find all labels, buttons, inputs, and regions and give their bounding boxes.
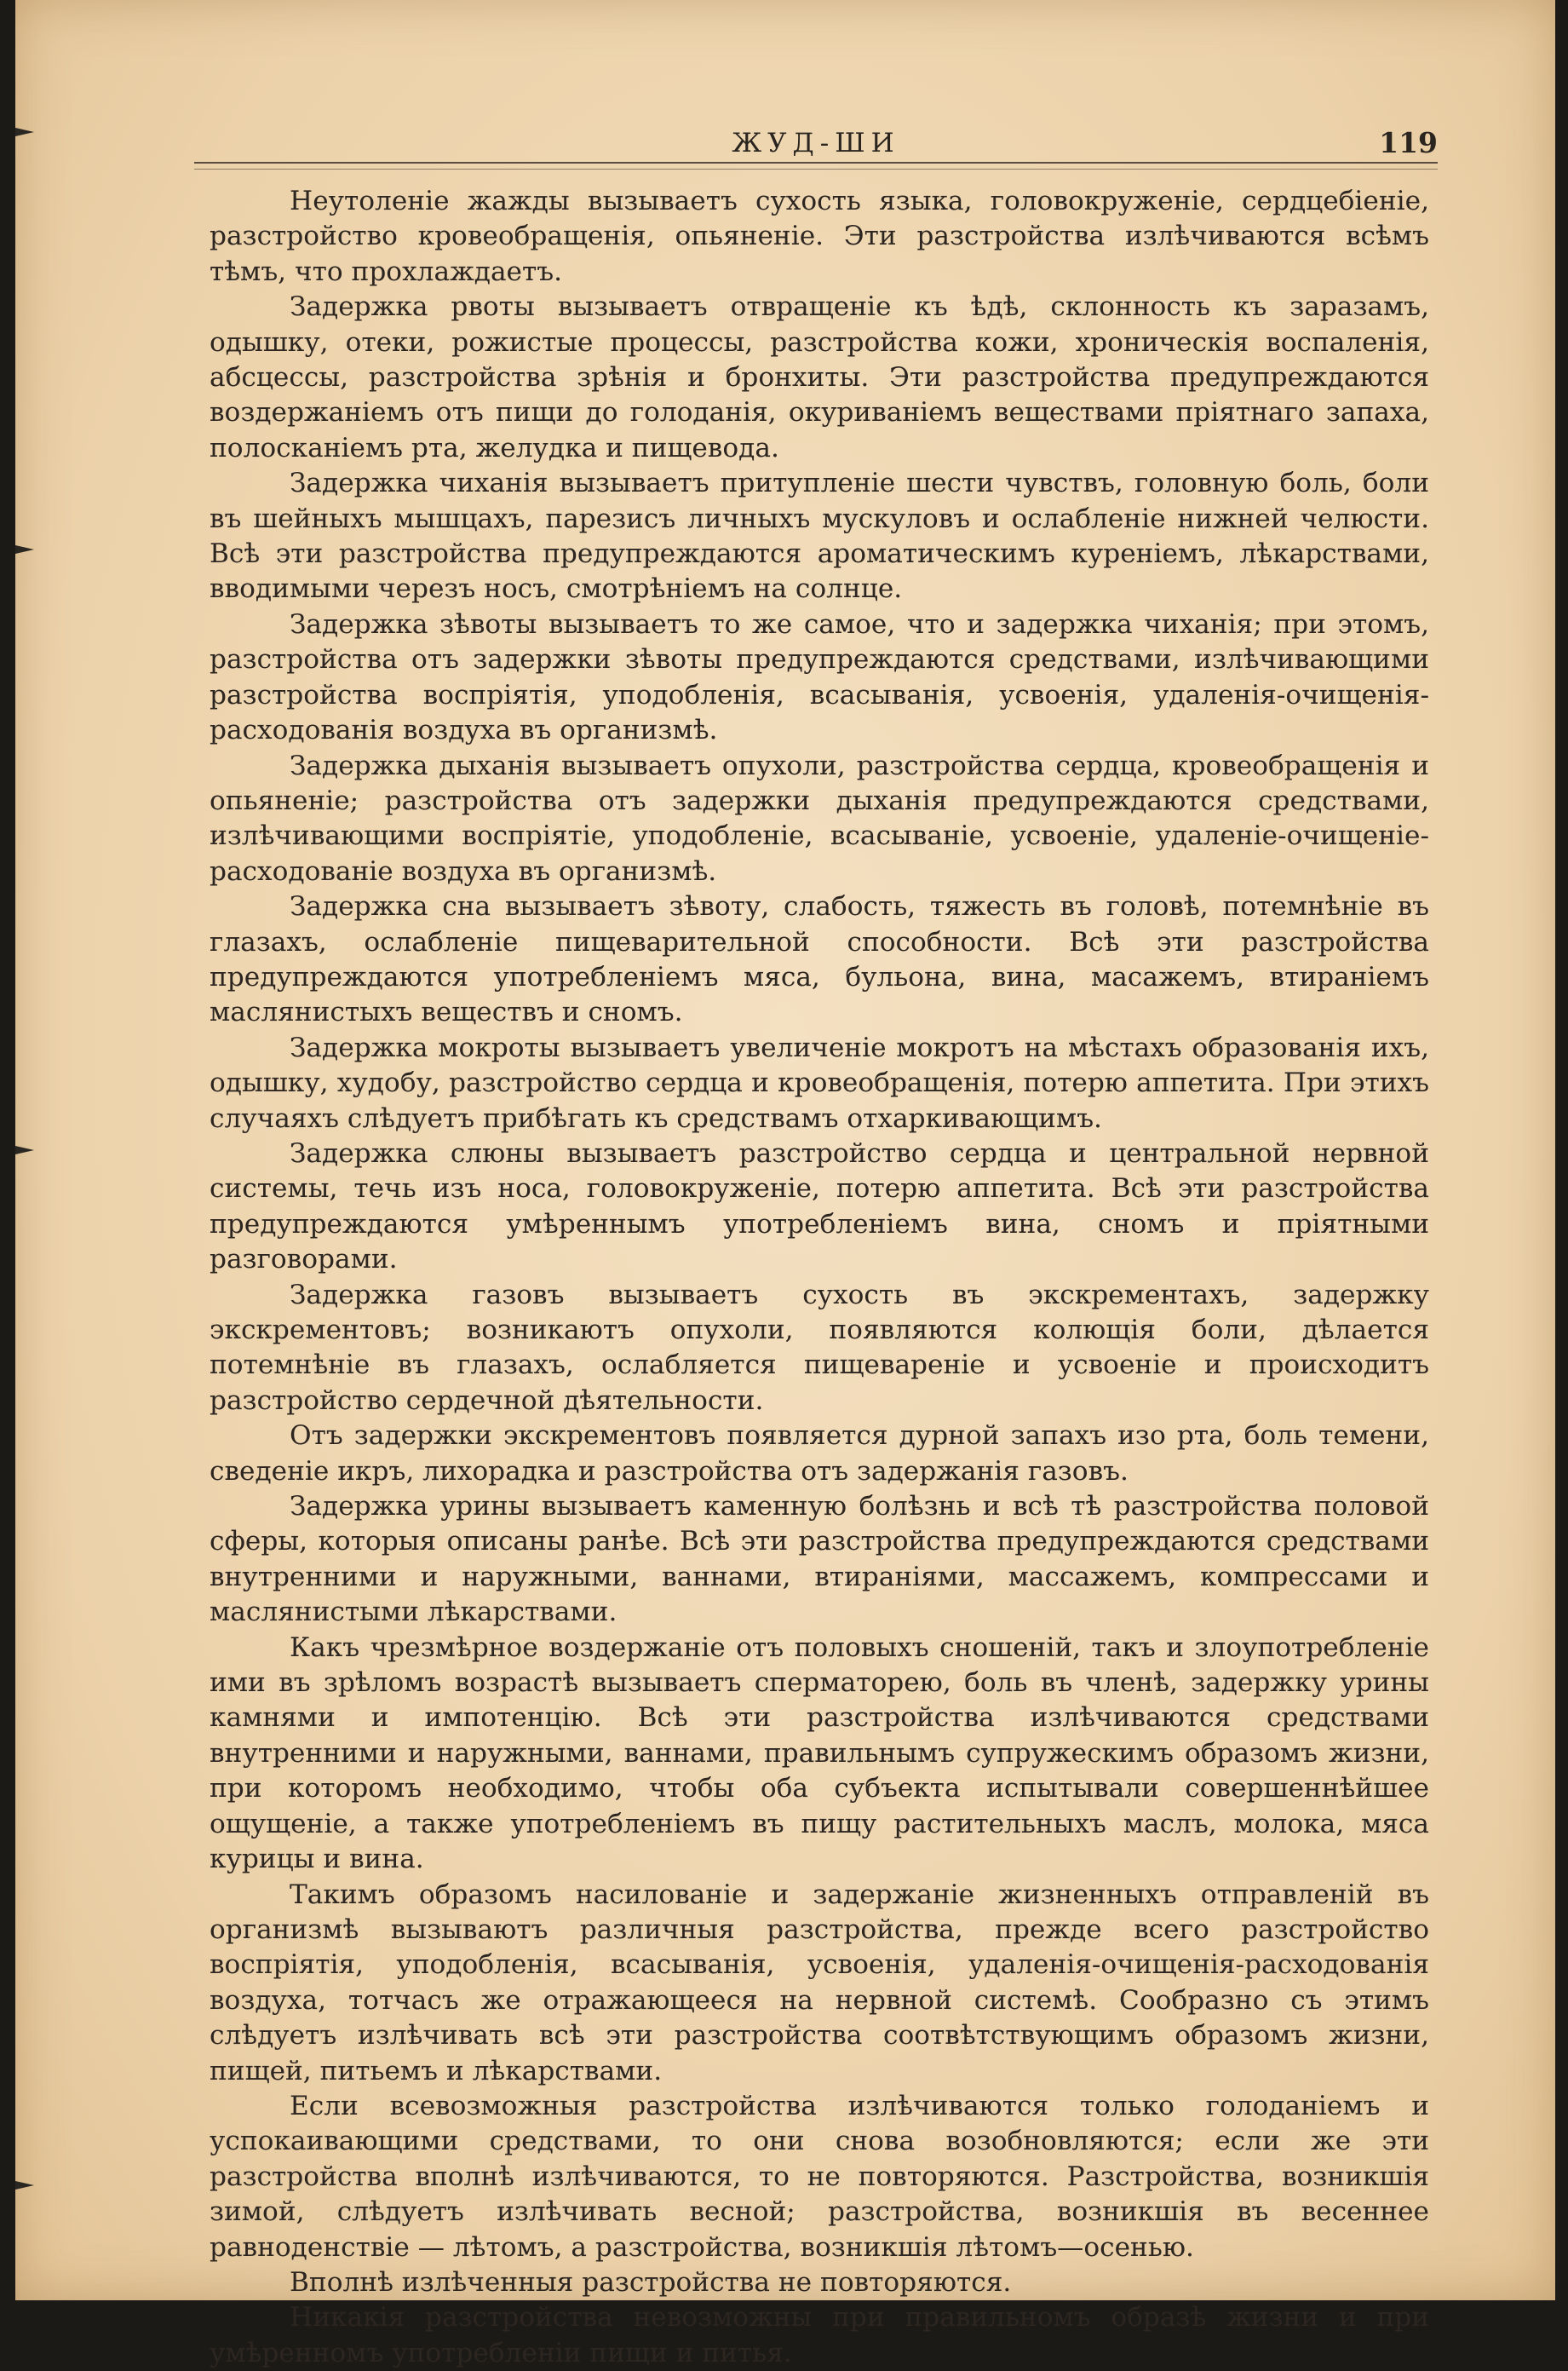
paragraph: Задержка урины вызываетъ каменную болѣзнь и всѣ тѣ разстройства половой сферы, которыя описаны ранѣе. Всѣ эти разстройства предупреждаются средствами внутренними и наружными, ваннами, втираніями, массажемъ, компрессами и маслянистыми лѣкарствами.	[210, 1491, 1429, 1628]
paragraph: Такимъ образомъ насилованіе и задержаніе жизненныхъ отправленій въ организмѣ вызываютъ различныя разстройства, прежде всего разстройство воспріятія, уподобленія, всасыванія, усвоенія, удаленія-очищенія-расходованія воздуха, тотчасъ же отражающееся на нервной системѣ. Сообразно съ этимъ слѣдуетъ излѣчивать всѣ эти разстройства соотвѣтствующимъ образомъ жизни, пищей, питьемъ и лѣкарствами.	[210, 1879, 1429, 2086]
paragraph: Отъ задержки экскрементовъ появляется дурной запахъ изо рта, боль темени, сведеніе икръ, лихорадка и разстройства отъ задержанія газовъ.	[210, 1420, 1429, 1487]
paragraph: Задержка слюны вызываетъ разстройство сердца и центральной нервной системы, течь изъ носа, головокруженіе, потерю аппетита. Всѣ эти разстройства предупреждаются умѣреннымъ употребленіемъ вина, сномъ и пріятными разговорами.	[210, 1137, 1429, 1275]
body-text	[210, 184, 1429, 2371]
margin-tab-mark	[15, 2181, 34, 2190]
book-page	[15, 0, 1555, 2368]
paragraph: Вполнѣ излѣченныя разстройства не повторяются.	[290, 2266, 1012, 2298]
margin-tab-mark	[15, 1146, 34, 1154]
paragraph: Если всевозможныя разстройства излѣчиваются только голоданіемъ и успокаивающими средствами, то они снова возобновляются; если же эти разстройства вполнѣ излѣчиваются, то не повторяются. Разстройства, возникшія зимой, слѣдуетъ излѣчивать весной; разстройства, возникшія въ весеннее равноденствіе — лѣтомъ, а разстройства, возникшія лѣтомъ—осенью.	[210, 2090, 1429, 2263]
paragraph: Никакія разстройства невозможны при правильномъ образѣ жизни и при умѣренномъ употребленіи пищи и питья.	[210, 2302, 1429, 2368]
paragraph: Задержка зѣвоты вызываетъ то же самое, что и задержка чиханія; при этомъ, разстройства отъ задержки зѣвоты предупреждаются средствами, излѣчивающими разстройства воспріятія, уподобленія, всасыванія, усвоенія, удаленія-очищенія-расходованія воздуха въ организмѣ.	[210, 608, 1429, 746]
paragraph: Задержка мокроты вызываетъ увеличеніе мокротъ на мѣстахъ образованія ихъ, одышку, худобу, разстройство сердца и кровеобращенія, потерю аппетита. При этихъ случаяхъ слѣдуетъ прибѣгать къ средствамъ отхаркивающимъ.	[210, 1032, 1429, 1134]
running-head: ЖУД-ШИ	[732, 128, 900, 158]
paragraph: Какъ чрезмѣрное воздержаніе отъ половыхъ сношеній, такъ и злоупотребленіе ими въ зрѣломъ возрастѣ вызываетъ сперматорею, боль въ членѣ, задержку урины камнями и импотенцію. Всѣ эти разстройства излѣчиваются средствами внутренними и наружными, ваннами, правильнымъ супружескимъ образомъ жизни, при которомъ необходимо, чтобы оба субъекта испытывали совершеннѣйшее ощущеніе, а также употребленіемъ въ пищу растительныхъ маслъ, молока, мяса курицы и вина.	[210, 1632, 1429, 1875]
paragraph: Задержка рвоты вызываетъ отвращеніе къ ѣдѣ, склонность къ заразамъ, одышку, отеки, рожистые процессы, разстройства кожи, хроническія воспаленія, абсцессы, разстройства зрѣнія и бронхиты. Эти разстройства предупреждаются воздержаніемъ отъ пищи до голоданія, окуриваніемъ веществами пріятнаго запаха, полосканіемъ рта, желудка и пищевода.	[210, 291, 1429, 463]
paragraph: Неутоленіе жажды вызываетъ сухость языка, головокруженіе, сердцебіеніе, разстройство кровеобращенія, опьяненіе. Эти разстройства излѣчиваются всѣмъ тѣмъ, что прохлаждаетъ.	[210, 186, 1429, 287]
page-number: 119	[1379, 126, 1438, 159]
page-header	[194, 126, 1438, 160]
paragraph: Задержка сна вызываетъ зѣвоту, слабость, тяжесть въ головѣ, потемнѣніе въ глазахъ, ослабленіе пищеварительной способности. Всѣ эти разстройства предупреждаются употребленіемъ мяса, бульона, вина, масажемъ, втираніемъ маслянистыхъ веществъ и сномъ.	[210, 891, 1429, 1028]
paragraph: Задержка газовъ вызываетъ сухость въ экскрементахъ, задержку экскрементовъ; возникаютъ опухоли, появляются колющія боли, дѣлается потемнѣніе въ глазахъ, ослабляется пищевареніе и усвоеніе и происходитъ разстройство сердечной дѣятельности.	[210, 1279, 1429, 1416]
margin-tab-mark	[15, 128, 34, 136]
header-rule	[194, 162, 1438, 170]
paragraph: Задержка дыханія вызываетъ опухоли, разстройства сердца, кровеобращенія и опьяненіе; разстройства отъ задержки дыханія предупреждаются средствами, излѣчивающими воспріятіе, уподобленіе, всасываніе, усвоеніе, удаленіе-очищеніе-расходованіе воздуха въ организмѣ.	[210, 750, 1429, 887]
paragraph: Задержка чиханія вызываетъ притупленіе шести чувствъ, головную боль, боли въ шейныхъ мышцахъ, парезисъ личныхъ мускуловъ и ослабленіе нижней челюсти. Всѣ эти разстройства предупреждаются ароматическимъ куреніемъ, лѣкарствами, вводимыми черезъ носъ, смотрѣніемъ на солнце.	[210, 468, 1429, 605]
margin-tab-mark	[15, 545, 34, 554]
